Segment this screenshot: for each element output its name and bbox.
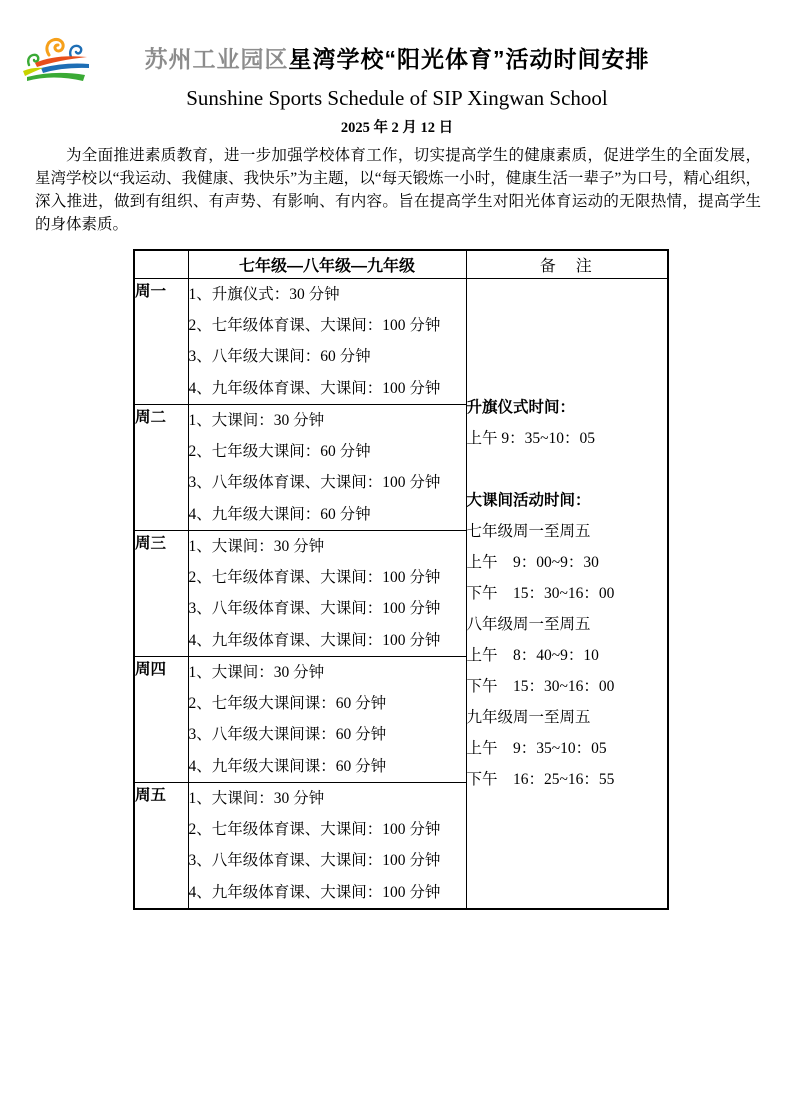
logo-orange-spiral xyxy=(47,39,63,55)
remark-line: 上午 9：35~10：05 xyxy=(466,740,607,757)
day-label: 周一 xyxy=(134,279,188,405)
page-title xyxy=(0,0,794,74)
schedule-item: 1、大课间：30 分钟 xyxy=(188,664,325,681)
day-items xyxy=(188,783,466,910)
remark-line: 上午 8：40~9：10 xyxy=(466,647,599,664)
remark-line: 上午 9：35~10：05 xyxy=(466,430,596,447)
schedule-item: 3、八年级大课间：60 分钟 xyxy=(188,348,371,366)
remark-line: 七年级周一至周五 xyxy=(466,523,591,540)
table-header-remark: 备 注 xyxy=(466,250,668,279)
schedule-item: 1、升旗仪式：30 分钟 xyxy=(188,286,340,303)
schedule-item: 2、七年级大课间：60 分钟 xyxy=(188,443,371,461)
schedule-table xyxy=(133,249,669,910)
schedule-item: 4、九年级体育课、大课间：100 分钟 xyxy=(188,883,441,901)
schedule-item: 1、大课间：30 分钟 xyxy=(188,790,325,807)
table-header-grades: 七年级—八年级—九年级 xyxy=(188,250,466,279)
remark-spacer xyxy=(467,454,668,485)
logo-blue-spiral xyxy=(70,46,81,57)
day-items xyxy=(188,657,466,783)
day-items xyxy=(188,279,466,405)
page-title-main: 星湾学校“阳光体育”活动时间安排 xyxy=(288,46,650,72)
schedule-item: 3、八年级体育课、大课间：100 分钟 xyxy=(188,600,441,618)
schedule-item: 1、大课间：30 分钟 xyxy=(188,412,325,429)
remark-line: 上午 9：00~9：30 xyxy=(466,554,599,571)
day-label: 周二 xyxy=(134,405,188,531)
schedule-item: 4、九年级大课间课：60 分钟 xyxy=(188,757,387,775)
document-date: 2025 年 2 月 12 日 xyxy=(340,120,454,136)
day-label: 周五 xyxy=(134,783,188,910)
schedule-item: 2、七年级大课间课：60 分钟 xyxy=(188,695,387,713)
schedule-item: 3、八年级大课间课：60 分钟 xyxy=(188,726,387,744)
remarks-cell xyxy=(466,279,668,910)
schedule-item: 2、七年级体育课、大课间：100 分钟 xyxy=(188,317,441,335)
day-label: 周三 xyxy=(134,531,188,657)
schedule-item: 2、七年级体育课、大课间：100 分钟 xyxy=(188,569,441,587)
page-subtitle-english: Sunshine Sports Schedule of SIP Xingwan School xyxy=(186,86,608,110)
day-items xyxy=(188,531,466,657)
schedule-item: 1、大课间：30 分钟 xyxy=(188,538,325,555)
schedule-item: 4、九年级体育课、大课间：100 分钟 xyxy=(188,631,441,649)
page-title-prefix: 苏州工业园区 xyxy=(144,46,289,72)
schedule-item: 2、七年级体育课、大课间：100 分钟 xyxy=(188,821,441,839)
remark-line: 九年级周一至周五 xyxy=(466,709,591,726)
table-header-day-empty xyxy=(134,250,188,279)
schedule-item: 4、九年级体育课、大课间：100 分钟 xyxy=(188,379,441,397)
logo-blue-ribbon xyxy=(41,64,89,74)
remark-line: 大课间活动时间： xyxy=(466,492,591,509)
remark-line: 下午 16：25~16：55 xyxy=(466,771,615,788)
remark-line: 下午 15：30~16：00 xyxy=(466,585,615,602)
day-items xyxy=(188,405,466,531)
table-row-monday xyxy=(134,279,668,405)
schedule-item: 4、九年级大课间：60 分钟 xyxy=(188,505,371,523)
logo-green-ribbon xyxy=(27,73,85,81)
schedule-item: 3、八年级体育课、大课间：100 分钟 xyxy=(188,474,441,492)
remark-line: 八年级周一至周五 xyxy=(466,616,591,633)
remark-line: 升旗仪式时间： xyxy=(466,399,576,416)
remark-line: 下午 15：30~16：00 xyxy=(466,678,615,695)
day-label: 周四 xyxy=(134,657,188,783)
intro-paragraph: 为全面推进素质教育，进一步加强学校体育工作，切实提高学生的健康素质，促进学生的全面发展，星湾学校以“我运动、我健康、我快乐”为主题，以“每天锻炼一小时，健康生活一辈子”为口号，精心组织，深入推进，做到有组织、有声势、有影响、有内容。旨在提高学生对阳光体育运动的无限热情，提高学生的身体素质。 xyxy=(35,147,761,233)
school-logo-icon xyxy=(21,37,91,85)
table-header-row xyxy=(134,250,668,279)
schedule-item: 3、八年级体育课、大课间：100 分钟 xyxy=(188,852,441,870)
